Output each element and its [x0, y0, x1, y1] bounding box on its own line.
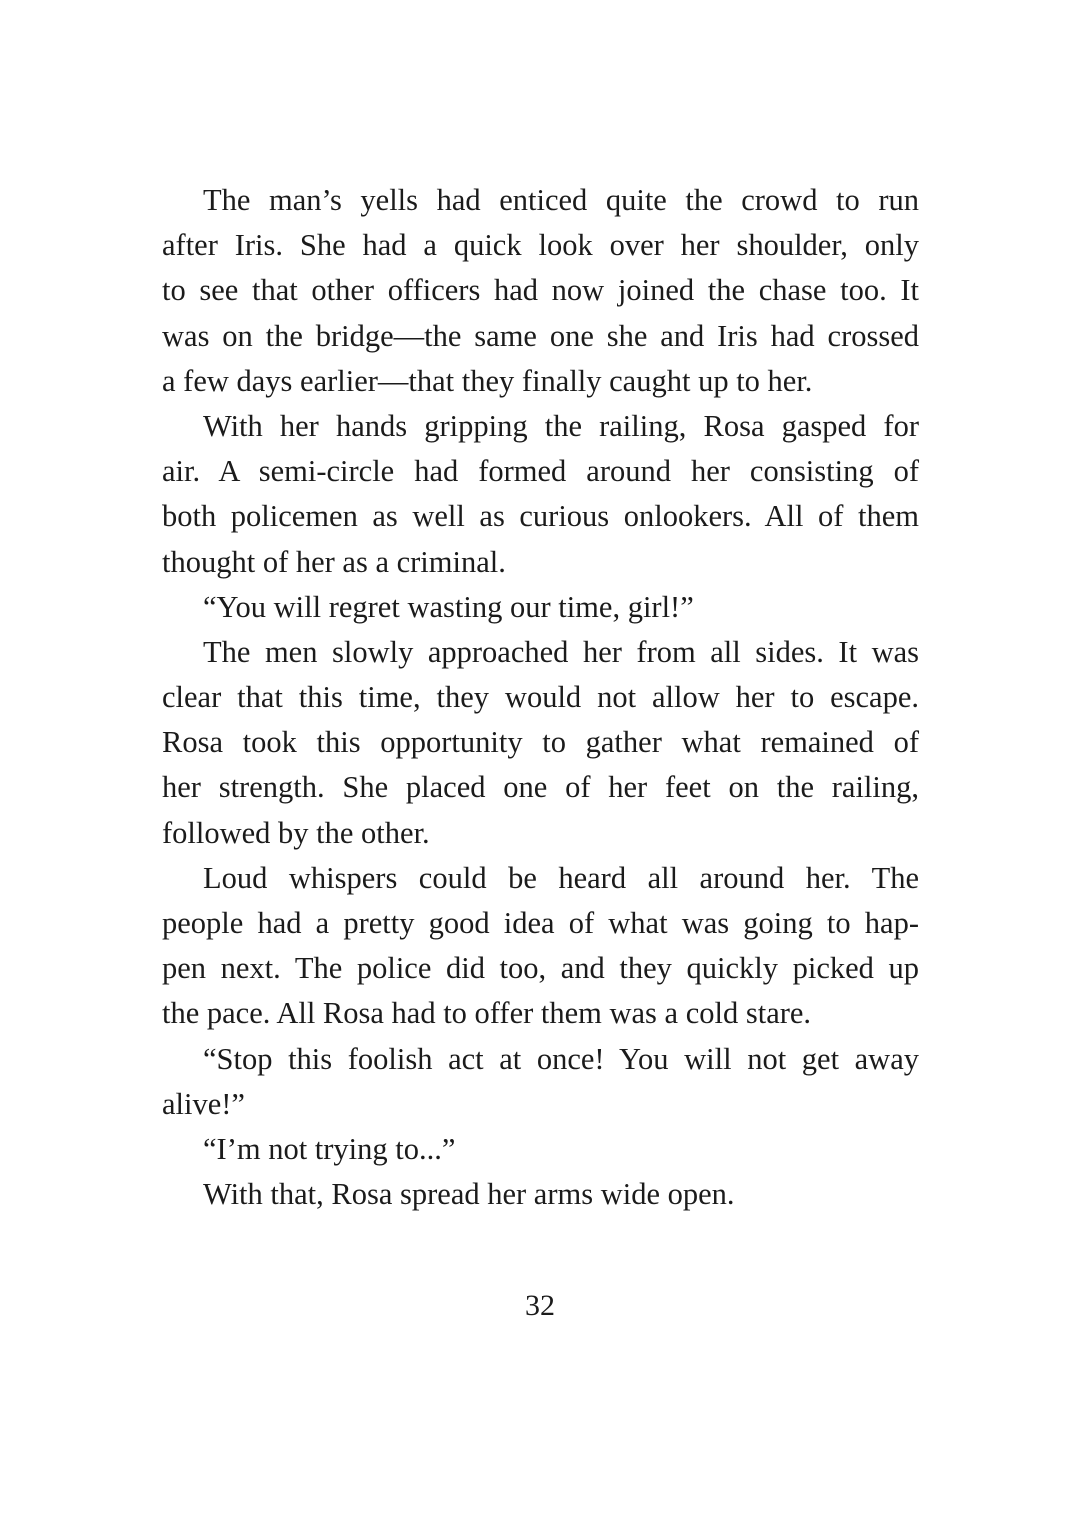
- text-line: both policemen as well as curious onlookers. All of them: [162, 499, 919, 534]
- paragraph: [162, 178, 919, 404]
- paragraph: [162, 856, 919, 1037]
- text-line: alive!”: [162, 1086, 245, 1121]
- paragraph: [162, 585, 919, 630]
- text-line: to see that other officers had now joined the chase too. It: [162, 273, 919, 308]
- text-line: The men slowly approached her from all sides. It was: [203, 634, 919, 669]
- text-line: “Stop this foolish act at once! You will not get away: [203, 1041, 919, 1076]
- text-line: pen next. The police did too, and they quickly picked up: [162, 951, 919, 986]
- text-line: the pace. All Rosa had to offer them was a cold stare.: [162, 996, 812, 1031]
- text-line: thought of her as a criminal.: [162, 544, 506, 579]
- text-line: “You will regret wasting our time, girl!”: [203, 589, 694, 624]
- text-line: followed by the other.: [162, 815, 430, 850]
- text-line: clear that this time, they would not allow her to escape.: [162, 680, 919, 715]
- body-text: [162, 178, 919, 1217]
- text-line: after Iris. She had a quick look over her shoulder, only: [162, 228, 919, 263]
- text-line: With that, Rosa spread her arms wide open.: [203, 1177, 735, 1212]
- page-number: 32: [525, 1289, 555, 1322]
- paragraph: [162, 404, 919, 585]
- text-line: her strength. She placed one of her feet on the railing,: [162, 770, 919, 805]
- text-line: Rosa took this opportunity to gather what remained of: [162, 725, 919, 760]
- text-line: a few days earlier—that they finally caught up to her.: [162, 363, 813, 398]
- text-line: people had a pretty good idea of what was going to hap-: [162, 906, 919, 940]
- text-line: was on the bridge—the same one she and Iris had crossed: [162, 318, 919, 353]
- text-line: The man’s yells had enticed quite the crowd to run: [203, 183, 919, 217]
- text-line: With her hands gripping the railing, Rosa gasped for: [203, 408, 919, 443]
- text-line: Loud whispers could be heard all around her. The: [203, 860, 919, 895]
- paragraph: [162, 1037, 919, 1127]
- paragraph: [162, 630, 919, 856]
- text-line: air. A semi-circle had formed around her consisting of: [162, 454, 919, 489]
- paragraph: [162, 1127, 919, 1172]
- paragraph: [162, 1172, 919, 1217]
- text-line: “I’m not trying to...”: [203, 1131, 456, 1166]
